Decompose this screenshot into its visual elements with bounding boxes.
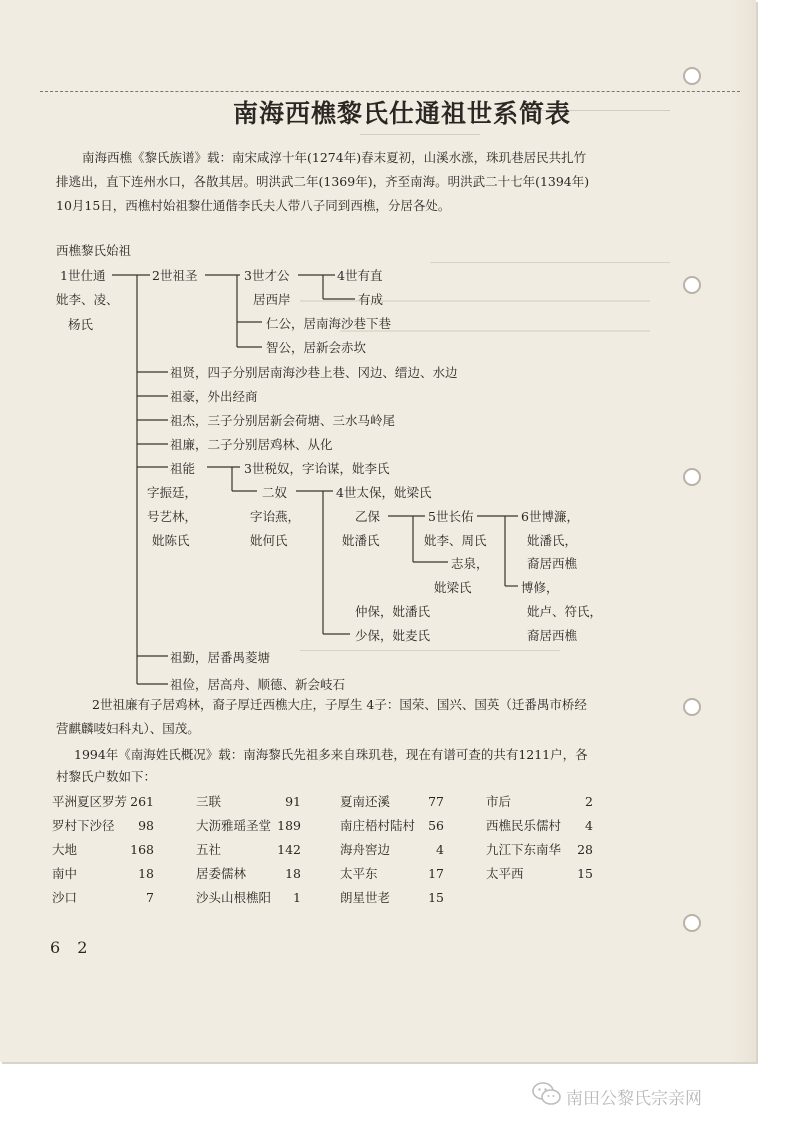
gen4-name: 4世有直 [337, 268, 383, 283]
household-count: 7 [146, 890, 154, 905]
gen2-name: 2世祖圣 [152, 268, 198, 283]
household-count: 91 [285, 794, 301, 809]
descendant-detail: 字诒燕， [250, 509, 301, 524]
village-name: 罗村下沙径 [52, 818, 115, 833]
gen3-branch: 仁公，居南海沙巷下巷 [266, 316, 392, 331]
stats-intro [56, 744, 686, 788]
descendant-detail: 裔居西樵 [527, 628, 578, 643]
household-count: 168 [130, 842, 154, 857]
household-count: 2 [585, 794, 593, 809]
gen1-wives: 杨氏 [68, 317, 94, 332]
village-name: 海舟窖边 [340, 842, 391, 857]
gen6-name: 6世博濂， [521, 509, 579, 524]
gen3-name: 3世税奴，字诒谋，妣李氏 [244, 461, 390, 476]
household-count: 98 [138, 818, 154, 833]
gen4-name: 仲保，妣潘氏 [355, 604, 431, 619]
village-name: 西樵民乐儒村 [486, 818, 562, 833]
gen5-name: 志泉， [451, 556, 489, 571]
household-count: 261 [130, 794, 154, 809]
son-branch: 祖勤，居番禺菱塘 [170, 650, 271, 665]
gen5-name: 5世长佑 [428, 509, 474, 524]
household-count: 142 [277, 842, 301, 857]
gen4-name: 乙保 [355, 509, 381, 524]
village-name: 大沥雅瑶圣堂 [196, 818, 272, 833]
descendant-detail: 妣潘氏 [342, 533, 380, 548]
household-count: 56 [428, 818, 444, 833]
village-name: 九江下东南华 [486, 842, 562, 857]
gen4-name: 有成 [358, 292, 384, 307]
descendant-detail: 号艺林， [147, 509, 198, 524]
gen4-name: 少保，妣麦氏 [355, 628, 431, 643]
son-branch: 祖贤，四子分别居南海沙巷上巷、冈边、缙边、水边 [170, 365, 458, 380]
household-count: 15 [428, 890, 444, 905]
village-name: 南庄梧村陆村 [340, 818, 416, 833]
household-count: 189 [277, 818, 301, 833]
gen4-name: 4世太保，妣梁氏 [336, 485, 432, 500]
page-number: 6 2 [50, 938, 94, 957]
village-name: 市后 [486, 794, 512, 809]
page-title: 南海西樵黎氏仕通祖世系简表 [232, 99, 571, 128]
note-paragraph [56, 693, 686, 741]
gen6-name: 博修， [521, 580, 559, 595]
gen3-name: 3世才公 [244, 268, 290, 283]
stats-intro-line: 村黎氏户数如下： [56, 769, 157, 784]
son-branch: 祖廉，二子分别居鸡林、从化 [170, 437, 333, 452]
watermark-text: 南田公黎氏宗亲网 [566, 1089, 702, 1109]
gen1-name: 1世仕通 [60, 268, 106, 283]
descendant-detail: 妣李、周氏 [424, 533, 487, 548]
stats-intro-line: 1994年《南海姓氏概况》载：南海黎氏先祖多来自珠玑巷，现在有谱可查的共有1211户，各 [74, 747, 588, 762]
descendant-detail: 妣梁氏 [434, 580, 472, 595]
village-name: 太平西 [486, 866, 524, 881]
village-name: 三联 [196, 794, 222, 809]
gen3-branch: 智公，居新会赤坎 [266, 340, 367, 355]
chat-bubble-icon [532, 1081, 562, 1107]
descendant-detail: 妣卢、符氏， [527, 604, 603, 619]
village-name: 沙口 [52, 890, 78, 905]
intro-line: 排逃出，直下连州水口，各散其居。明洪武二年(1369年)，齐至南海。明洪武二十七年(1394年) [56, 174, 590, 189]
village-name: 南中 [52, 866, 78, 881]
note-line: 营麒麟唛妇科丸）、国茂。 [56, 721, 200, 736]
descendant-detail: 妣潘氏， [527, 533, 578, 548]
son-branch: 祖俭，居高舟、顺德、新会岐石 [170, 677, 346, 692]
descendant-name: 二奴 [262, 485, 288, 500]
household-count: 18 [285, 866, 301, 881]
household-count: 4 [585, 818, 593, 833]
household-count: 18 [138, 866, 154, 881]
tree-heading: 西樵黎氏始祖 [56, 243, 132, 258]
note-line: 2世祖廉有子居鸡林，裔子厚迁西樵大庄，子厚生 4子：国荣、国兴、国英（迁番禺市桥经 [92, 697, 587, 712]
gen1-wives: 妣李、凌、 [56, 292, 119, 307]
household-count: 77 [428, 794, 444, 809]
son-branch: 祖豪，外出经商 [170, 389, 258, 404]
village-name: 夏南还溪 [340, 794, 391, 809]
village-name: 平洲夏区罗芳 [52, 794, 128, 809]
intro-line: 南海西樵《黎氏族谱》载：南宋咸淳十年(1274年)春末夏初，山溪水涨，珠玑巷居民共扎竹 [82, 150, 587, 165]
descendant-detail: 裔居西樵 [527, 556, 578, 571]
intro-line: 10月15日，西樵村始祖黎仕通偕李氏夫人带八子同到西樵，分居各处。 [56, 198, 451, 213]
household-count: 1 [293, 890, 301, 905]
descendant-detail: 妣陈氏 [152, 533, 190, 548]
household-count: 15 [577, 866, 593, 881]
household-count: 28 [577, 842, 593, 857]
son-branch: 祖能 [170, 461, 196, 476]
village-name: 五社 [196, 842, 222, 857]
village-name: 太平东 [340, 866, 378, 881]
household-count: 17 [428, 866, 444, 881]
village-name: 大地 [52, 842, 78, 857]
descendant-detail: 字振廷， [147, 485, 198, 500]
gen3-residence: 居西岸 [253, 292, 291, 307]
village-name: 沙头山根樵阳 [196, 890, 272, 905]
household-count: 4 [436, 842, 444, 857]
descendant-detail: 妣何氏 [250, 533, 288, 548]
village-name: 居委儒林 [196, 866, 247, 881]
son-branch: 祖杰，三子分别居新会荷塘、三水马岭尾 [170, 413, 396, 428]
village-name: 朗星世老 [340, 890, 391, 905]
